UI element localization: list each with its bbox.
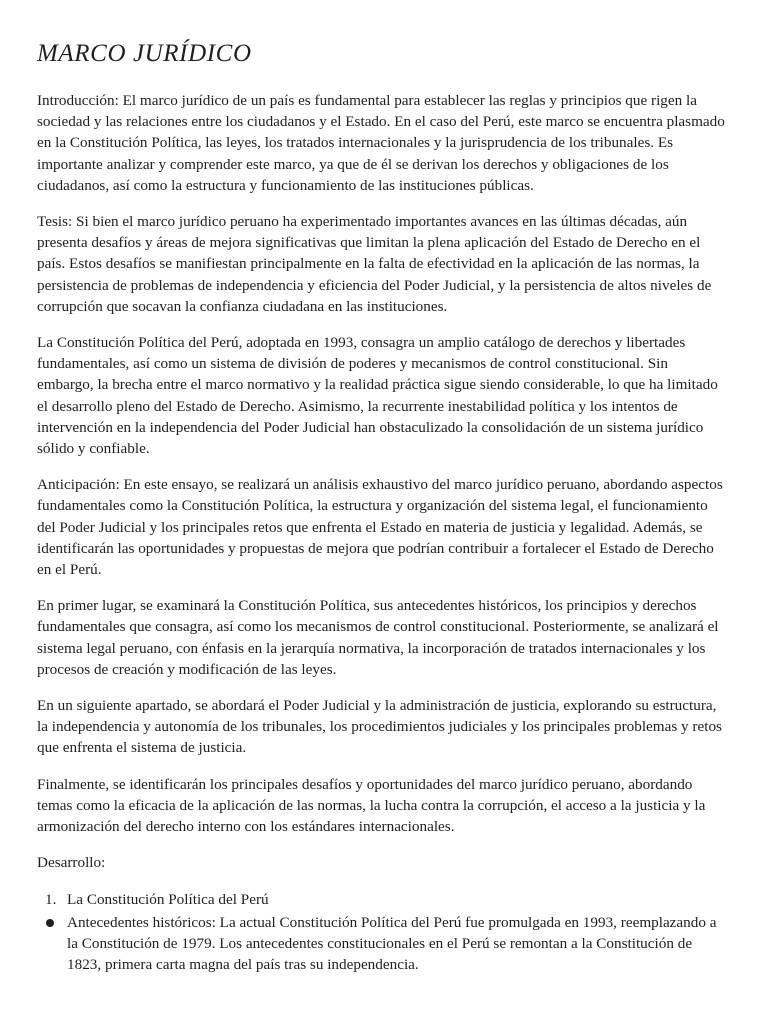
paragraph-tesis: Tesis: Si bien el marco jurídico peruano ha experimentado importantes avances en las últimas décadas, aún presenta desafíos y áreas de mejora significativas que limitan la plena aplicación del Estado de Derecho en el país. Estos desafíos se manifiestan principalmente en la falta de efectividad en la aplicación de las normas, la persistencia de problemas de independencia y eficiencia del Poder Judicial, y la persistencia de altos niveles de corrupción que socavan la confianza ciudadana en las instituciones. [37, 213, 712, 315]
list-item-text: Antecedentes históricos: La actual Constitución Política del Perú fue promulgada en 1993, reemplazando a la Constitución de 1979. Los antecedentes constitucionales en el Perú se remontan a la Constitución de 1823, primera carta magna del país tras su independencia. [67, 913, 717, 974]
paragraph-desarrollo: Desarrollo: [37, 854, 106, 872]
paragraph-introduccion: Introducción: El marco jurídico de un país es fundamental para establecer las reglas y principios que rigen la sociedad y las relaciones entre los ciudadanos y el Estado. En el caso del Perú, este marco se encuentra plasmado en la Constitución Política, las leyes, los tratados internacionales y la jurisprudencia de los tribunales. Es importante analizar y comprender este marco, ya que de él se derivan los derechos y obligaciones de los ciudadanos, así como la estructura y funcionamiento de las instituciones públicas. [37, 92, 725, 194]
list-number-marker: 1. [45, 890, 57, 908]
paragraph-constitucion: La Constitución Política del Perú, adoptada en 1993, consagra un amplio catálogo de derechos y libertades fundamentales, así como un sistema de división de poderes y mecanismos de control constitucional. Sin embargo, la brecha entre el marco normativo y la realidad práctica sigue siendo considerable, lo que ha limitado el desarrollo pleno del Estado de Derecho. Asimismo, la recurrente inestabilidad política y los intentos de intervención en la independencia del Poder Judicial han obstaculizado la consolidación de un sistema jurídico sólido y confiable. [37, 334, 718, 458]
bullet-icon [46, 919, 54, 927]
list-item-bullet [37, 912, 728, 976]
list-item-numbered [37, 889, 728, 910]
document-title: MARCO JURÍDICO [37, 40, 252, 67]
development-list [37, 889, 728, 976]
paragraph-anticipacion: Anticipación: En este ensayo, se realizará un análisis exhaustivo del marco jurídico peruano, abordando aspectos fundamentales como la Constitución Política, la estructura y organización del sistema legal, el funcionamiento del Poder Judicial y los principales retos que enfrenta el Estado en materia de justicia y legalidad. Además, se identificarán las oportunidades y propuestas de mejora que podrían contribuir a fortalecer el Estado de Derecho en el Perú. [37, 476, 723, 579]
paragraph-siguiente-apartado: En un siguiente apartado, se abordará el Poder Judicial y la administración de justicia, explorando su estructura, la independencia y autonomía de los tribunales, los procedimientos judiciales y los principales problemas y retos que enfrenta el sistema de justicia. [37, 697, 722, 757]
paragraph-finalmente: Finalmente, se identificarán los principales desafíos y oportunidades del marco jurídico peruano, abordando temas como la eficacia de la aplicación de las normas, la lucha contra la corrupción, el acceso a la justicia y la armonización del derecho interno con los estándares internacionales. [37, 775, 706, 836]
paragraph-primer-lugar: En primer lugar, se examinará la Constitución Política, sus antecedentes históricos, los principios y derechos fundamentales que consagra, así como los mecanismos de control constitucional. Posteriormente, se analizará el sistema legal peruano, con énfasis en la jerarquía normativa, la incorporación de tratados internacionales y los procesos de creación y modificación de las leyes. [37, 597, 719, 678]
list-item-text: La Constitución Política del Perú [67, 890, 269, 908]
